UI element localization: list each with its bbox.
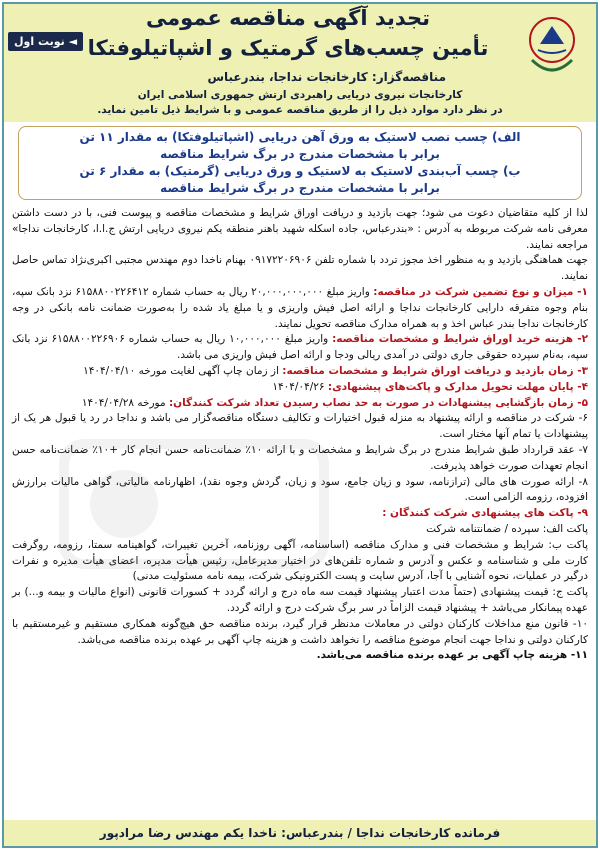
clause-5-text: مورخه ۱۴۰۴/۰۴/۲۸	[81, 396, 169, 409]
clause-4	[12, 380, 588, 396]
clause-3-text: از زمان چاپ آگهی لغایت مورخه ۱۴۰۴/۰۴/۱۰	[83, 364, 283, 377]
clause-3	[12, 364, 588, 380]
clause-9b: پاکت ب: شرایط و مشخصات فنی و مدارک مناقصه (اساسنامه، آگهی روزنامه، آخرین تغییرات، گواهینامه سمتا، رزومه، روگرفت کارت ملی و شناسنامه و عکس و آدرس و شماره تلفن‌های در اختیار مدیرعامل، رئیس هیأت مدیره، اعضای هیأت مدیره و نفرات درگیر در عملیات، نحوه آشنایی با آجا، آدرس سایت و پست الکترونیکی شرکت، بیمه نامه مسئولیت مدنی)	[12, 538, 588, 583]
clause-7: ۷- عقد قرارداد طبق شرایط مندرج در برگ شرایط و مشخصات و با ارائه ۱۰٪ ضمانت‌نامه حسن انجام کار +۱۰٪ ضمانت‌نامه حسن انجام تعهدات صورت خواهد پذیرفت.	[12, 443, 588, 472]
clause-5-title: ۵- زمان بازگشایی پیشنهادات در صورت به حد نصاب رسیدن تعداد شرکت کنندگان:	[168, 396, 588, 409]
invitation-paragraph: لذا از کلیه متقاضیان دعوت می شود؛ جهت بازدید و دریافت اوراق شرایط و مشخصات مناقصه و پیوست فنی، با در دست داشتن معرفی نامه شرکت مربوطه به آدرس : «بندرعباس، جاده اسکله شهید باهنر منطقه یکم نیروی دریایی ارتش ج.ا.ا، کارخانجات نداجا» مراجعه نمایند.	[12, 207, 588, 251]
watermark-icon	[44, 424, 344, 584]
clause-10: ۱۰- قانون منع مداخلات کارکنان دولتی در معاملات مدنظر قرار گیرد، برنده مناقصه حق هیچ‌گونه همکاری مستقیم و غیرمستقیم با کارکنان دولتی و نداجا جهت انجام موضوع مناقصه را نخواهد داشت و هزینه چاپ آگهی بر عهده برنده مناقصه می‌باشد.	[12, 617, 588, 646]
notice-title-line1: تجدید آگهی مناقصه عمومی	[145, 6, 431, 30]
clause-9a: پاکت الف: سپرده / ضمانتنامه شرکت	[426, 522, 588, 535]
intro-line-1: کارخانجات نیروی دریایی راهبردی ارتش جمهوری اسلامی ایران	[137, 89, 463, 101]
contact-paragraph: جهت هماهنگی بازدید و به منظور اخذ مجوز تردد با شماره تلفن ۰۹۱۷۲۲۰۶۹۰۶ بهنام ناخدا دوم مهندس مجتبی اکبری‌نژاد تماس حاصل نمایند.	[12, 254, 588, 283]
clause-8: ۸- ارائه صورت های مالی (ترازنامه، سود و زیان جامع، سود و زیان، گردش وجوه نقد)، اظهارنامه مالیاتی، گواهی مالیات برارزش افزوده، رزومه الزامی است.	[12, 475, 588, 504]
signature-footer: فرمانده کارخانجات نداجا / بندرعباس: ناخدا یکم مهندس رضا مرادپور	[4, 820, 596, 846]
items-box	[18, 126, 582, 200]
item-a-line2: برابر با مشخصات مندرج در برگ شرایط مناقصه	[160, 147, 440, 161]
notice-header	[4, 4, 596, 122]
clause-9c: پاکت ج: قیمت پیشنهادی (حتماً مدت اعتبار پیشنهاد قیمت سه ماه درج و ارائه گردد + کسورات قانونی (انواع مالیات و بیمه و...) بر عهده پیمانکار می‌باشد + پیشنهاد قیمت الزاماً در سر برگ شرکت درج و ارائه گردد.	[12, 586, 588, 614]
item-b-line2: برابر با مشخصات مندرج در برگ شرایط مناقصه	[160, 181, 440, 195]
navy-logo-icon	[518, 10, 586, 86]
clause-5	[12, 396, 588, 412]
item-b-line1: ب) چسب آب‌بندی لاستیک به لاستیک و ورق دریایی (گرمتیک) به مقدار ۶ تن	[79, 164, 521, 178]
organizer-line: مناقصه‌گزار: کارخانجات نداجا، بندرعباس	[207, 70, 446, 84]
badge-label: نوبت اول	[14, 35, 65, 48]
clause-6: ۶- شرکت در مناقصه و ارائه پیشنهاد به منزله قبول اختیارات و تکالیف دستگاه مناقصه‌گزار می باشد و نداجا در رد یا قبول هر یک از پیشنهادات یا تمام آنها مختار است.	[12, 412, 588, 441]
tender-notice	[2, 2, 598, 848]
clause-3-title: ۳- زمان بازدید و دریافت اوراق شرایط و مشخصات مناقصه:	[282, 364, 588, 377]
clause-4-title: ۴- پایان مهلت تحویل مدارک و پاکت‌های پیشنهادی:	[327, 380, 588, 393]
item-a-line1: الف) چسب نصب لاستیک به ورق آهن دریایی (اشپاتیلوفتکا) به مقدار ۱۱ تن	[79, 130, 521, 144]
clause-1-title: ۱- میزان و نوع تضمین شرکت در مناقصه:	[373, 285, 588, 298]
clause-1	[12, 285, 588, 332]
clause-2-title: ۲- هزینه خرید اوراق شرایط و مشخصات مناقصه:	[332, 333, 588, 346]
clause-1-text: واریز مبلغ ۲۰,۰۰۰,۰۰۰,۰۰۰ ریال به حساب شماره ۶۱۵۸۸۰۰۲۲۶۴۱۲ نزد بانک سپه، بنام وجوه متفرقه دارایی کارخانجات نداجا و ارائه اصل فیش واریزی و یا مبلغ یاد شده را به‌صورت ضمانت نامه بانکی در وجه کارخانجات نداجا بندر عباس اخذ و به همراه مدارک مناقصه تحویل نمایند.	[12, 285, 588, 330]
publication-badge: ◄ نوبت اول	[8, 32, 83, 51]
clause-4-text: ۱۴۰۴/۰۴/۲۶	[272, 380, 328, 393]
clause-2-text: واریز مبلغ ۱۰,۰۰۰,۰۰۰ ریال به حساب شماره ۶۱۵۸۸۰۰۲۲۶۹۰۶ نزد بانک سپه، به‌نام سپرده حقوقی جاری دولتی در آمدی ریالی ودجا و ارائه اصل فیش واریزی می باشد.	[12, 333, 588, 362]
intro-text	[12, 88, 588, 118]
clause-11: ۱۱- هزینه چاپ آگهی بر عهده برنده مناقصه می‌باشد.	[316, 649, 588, 662]
clause-2	[12, 332, 588, 364]
clause-9-title: ۹- پاکت های پیشنهادی شرکت کنندگان :	[382, 507, 588, 520]
intro-line-2: در نظر دارد موارد ذیل را از طریق مناقصه عمومی و با شرایط ذیل تامین نماید.	[97, 104, 503, 116]
notice-title-line2: تأمین چسب‌های گرمتیک و اشپاتیلوفتکا	[87, 36, 489, 60]
